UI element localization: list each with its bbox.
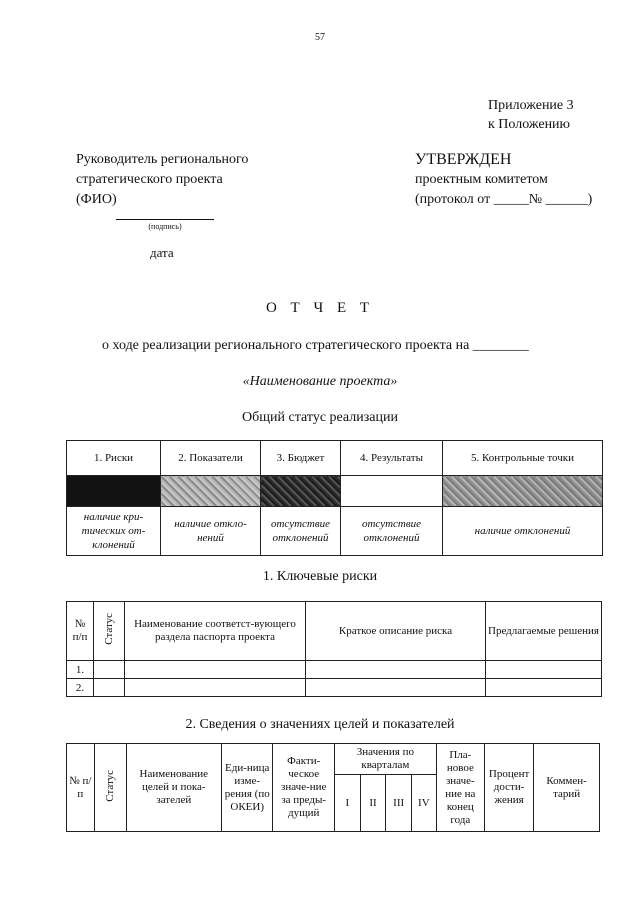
approval-line-3: (протокол от _____№ ______): [415, 192, 593, 207]
status-note-indicators: наличие откло-нений: [161, 507, 261, 556]
status-col-indicators: 2. Показатели: [161, 441, 261, 476]
goals-col-unit-label: Еди-ница изме-рения (по ОКЕИ): [224, 761, 270, 813]
status-color-risks: [67, 476, 161, 507]
overall-status-table: [66, 440, 603, 556]
project-head-line-2: стратегического проекта: [76, 172, 223, 187]
project-head-line-3: (ФИО): [76, 192, 117, 207]
risks-col-description: Краткое описание риска: [306, 602, 486, 661]
goals-col-comment: Коммен-тарий: [534, 744, 600, 832]
approval-line-2: проектным комитетом: [415, 172, 548, 187]
report-subtitle: о ходе реализации регионального стратегического проекта на ________: [102, 338, 529, 353]
goals-col-actual: [273, 744, 335, 832]
table-row: [67, 679, 602, 697]
status-color-indicators: [161, 476, 261, 507]
approval-line-1: УТВЕРЖДЕН: [415, 151, 512, 168]
report-title: О Т Ч Е Т: [265, 300, 375, 316]
status-note-risks: наличие кри-тических от-клонений: [67, 507, 161, 556]
risks-col-status-label: Статус: [102, 613, 115, 645]
risks-col-status: [94, 602, 125, 661]
goals-col-unit: [222, 744, 273, 832]
goals-table: [66, 743, 600, 832]
goals-col-actual-label: Факти-ческое значе-ние за преды-дущий: [280, 755, 327, 819]
risks-heading: 1. Ключевые риски: [262, 569, 378, 584]
status-col-checkpoints: 5. Контрольные точки: [443, 441, 603, 476]
status-note-budget: отсутствие отклонений: [261, 507, 341, 556]
table-cell: [94, 661, 125, 679]
risks-row-num: 1.: [67, 661, 94, 679]
status-color-results: [341, 476, 443, 507]
risks-header-row: [67, 602, 602, 661]
status-col-risks: 1. Риски: [67, 441, 161, 476]
table-cell: [486, 661, 602, 679]
table-cell: [486, 679, 602, 697]
goals-col-quarters: Значения по кварталам: [335, 744, 437, 775]
project-head-line-1: Руководитель регионального: [76, 152, 249, 167]
risks-col-section: Наименование соответст-вующего раздела паспорта проекта: [125, 602, 306, 661]
approval-block: [415, 150, 592, 210]
status-color-budget: [261, 476, 341, 507]
goals-col-planned-label: Пла-новое значе-ние на конец года: [445, 748, 476, 826]
status-note-results: отсутствие отклонений: [341, 507, 443, 556]
goals-col-q2: II: [360, 775, 386, 832]
goals-col-name: Наименование целей и пока-зателей: [126, 744, 222, 832]
goals-col-planned: [436, 744, 484, 832]
signature-line: [116, 219, 214, 220]
risks-col-num: № п/п: [67, 602, 94, 661]
status-color-checkpoints: [443, 476, 603, 507]
status-col-budget: 3. Бюджет: [261, 441, 341, 476]
status-col-results: 4. Результаты: [341, 441, 443, 476]
goals-heading: 2. Сведения о значениях целей и показателей: [185, 717, 455, 732]
appendix-line-2: к Положению: [488, 117, 571, 132]
goals-col-percent: Процент дости-жения: [484, 744, 533, 832]
date-label: дата: [150, 245, 174, 260]
page-number: 57: [315, 32, 325, 43]
goals-col-status: [94, 744, 126, 832]
project-name: «Наименование проекта»: [242, 374, 398, 389]
goals-header-row-1: [67, 744, 600, 775]
risks-table: [66, 601, 602, 697]
risks-col-solutions: Предлагаемые решения: [486, 602, 602, 661]
project-head-block: [76, 150, 248, 210]
appendix-line-1: Приложение 3: [488, 98, 574, 113]
status-color-row: [67, 476, 603, 507]
table-row: [67, 661, 602, 679]
goals-col-num: № п/п: [67, 744, 95, 832]
goals-col-q3: III: [386, 775, 412, 832]
table-cell: [306, 679, 486, 697]
appendix-label: [488, 96, 574, 134]
table-cell: [306, 661, 486, 679]
signature-caption: (подпись): [148, 222, 182, 231]
overall-status-heading: Общий статус реализации: [242, 410, 398, 425]
table-cell: [94, 679, 125, 697]
risks-row-num: 2.: [67, 679, 94, 697]
table-cell: [125, 661, 306, 679]
goals-col-q1: I: [335, 775, 361, 832]
goals-col-q4: IV: [412, 775, 437, 832]
table-cell: [125, 679, 306, 697]
status-header-row: [67, 441, 603, 476]
goals-col-status-label: Статус: [103, 769, 116, 802]
status-note-checkpoints: наличие отклонений: [443, 507, 603, 556]
status-note-row: [67, 507, 603, 556]
